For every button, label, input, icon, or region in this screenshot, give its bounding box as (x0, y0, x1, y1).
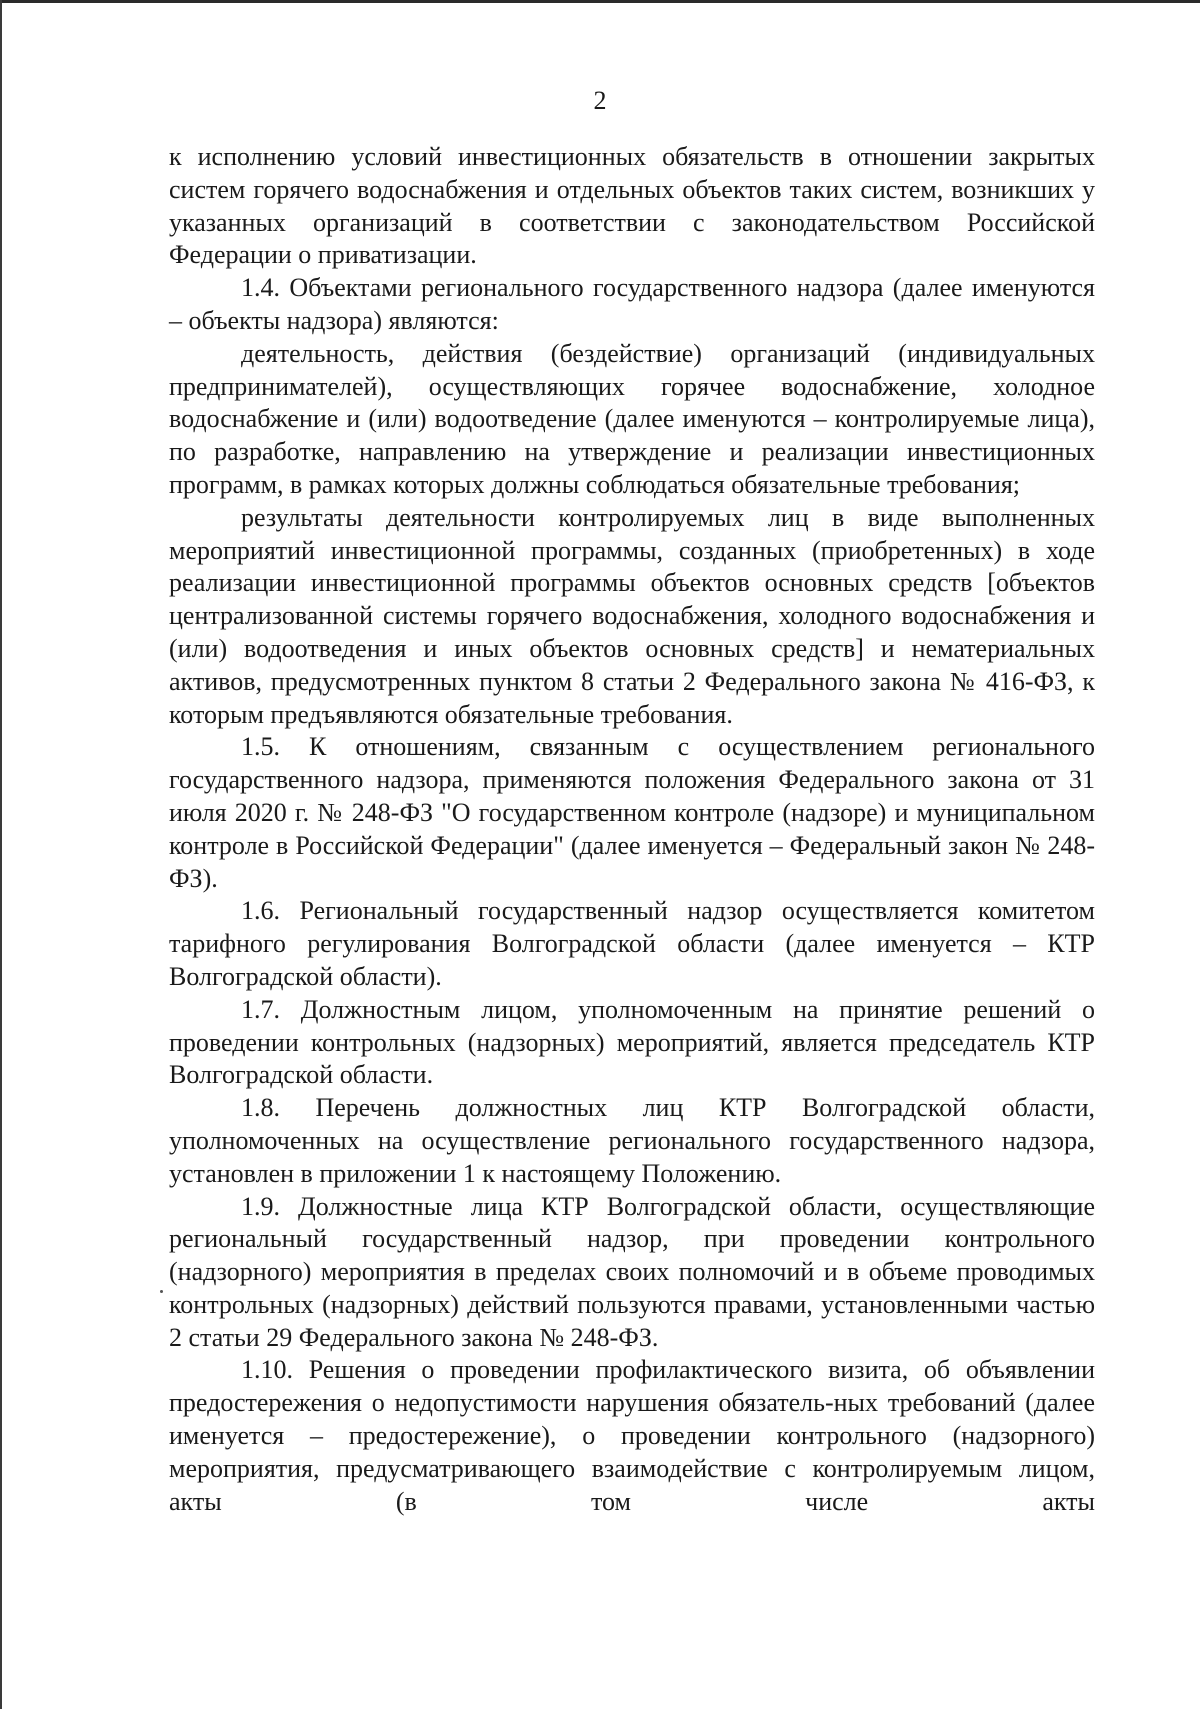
paragraph-1-8: 1.8. Перечень должностных лиц КТР Волгоградской области, уполномоченных на осуществление регионального государственного надзора, установлен в приложении 1 к настоящему Положению. (169, 1093, 1095, 1188)
document-body (169, 141, 1095, 1518)
paragraph-1-9: 1.9. Должностные лица КТР Волгоградской области, осуществляющие региональный государственный надзор, при проведении контрольного (надзорного) мероприятия в пределах своих полномочий и в объеме проводимых контрольных (надзорных) действий пользуются правами, установленными частью 2 статьи 29 Федерального закона № 248-ФЗ. (169, 1191, 1095, 1352)
paragraph-1-4: 1.4. Объектами регионального государственного надзора (далее именуются – объекты надзора) являются: (169, 273, 1095, 335)
scan-edge-left (0, 0, 2, 1709)
paragraph-1-6: 1.6. Региональный государственный надзор осуществляется комитетом тарифного регулирования Волгоградской области (далее именуется – КТР Волгоградской области). (169, 896, 1095, 991)
page-number: 2 (593, 86, 607, 115)
paragraph-1-10: 1.10. Решения о проведении профилактического визита, об объявлении предостережения о недопустимости нарушения обязатель-ных требований (далее именуется – предостережение), о проведении контрольного (надзорного) мероприятия, предусматривающего взаимодействие с контролируемым лицом, акты (в том числе акты (169, 1355, 1095, 1516)
paragraph-oversight-objects-activity: деятельность, действия (бездействие) организаций (индивидуальных предпринимателей), осуществляющих горячее водоснабжение, холодное водоснабжение и (или) водоотведение (далее именуются – контролируемые лица), по разработке, направлению на утверждение и реализации инвестиционных программ, в рамках которых должны соблюдаться обязательные требования; (169, 338, 1095, 499)
paragraph-oversight-objects-results: результаты деятельности контролируемых лиц в виде выполненных мероприятий инвестиционной программы, созданных (приобретенных) в ходе реализации инвестиционной программы объектов основных средств [объектов централизованной системы горячего водоснабжения, холодного водоснабжения и (или) водоотведения и иных объектов основных средств] и нематериальных активов, предусмотренных пунктом 8 статьи 2 Федерального закона № 416-ФЗ, к которым предъявляются обязательные требования. (169, 502, 1095, 729)
paragraph-1-5: 1.5. К отношениям, связанным с осуществлением регионального государственного надзора, применяются положения Федерального закона от 31 июля 2020 г. № 248-ФЗ "О государственном контроле (надзоре) и муниципальном контроле в Российской Федерации" (далее именуется – Федеральный закон № 248-ФЗ). (169, 732, 1095, 893)
paragraph-1-7: 1.7. Должностным лицом, уполномоченным на принятие решений о проведении контрольных (надзорных) мероприятий, является председатель КТР Волгоградской области. (169, 994, 1095, 1090)
paragraph-continuation: к исполнению условий инвестиционных обязательств в отношении закрытых систем горячего водоснабжения и отдельных объектов таких систем, возникших у указанных организаций в соответствии с законодательством Российской Федерации о приватизации. (169, 142, 1095, 270)
scan-edge-top (0, 0, 1200, 3)
scan-speck (160, 1290, 163, 1293)
